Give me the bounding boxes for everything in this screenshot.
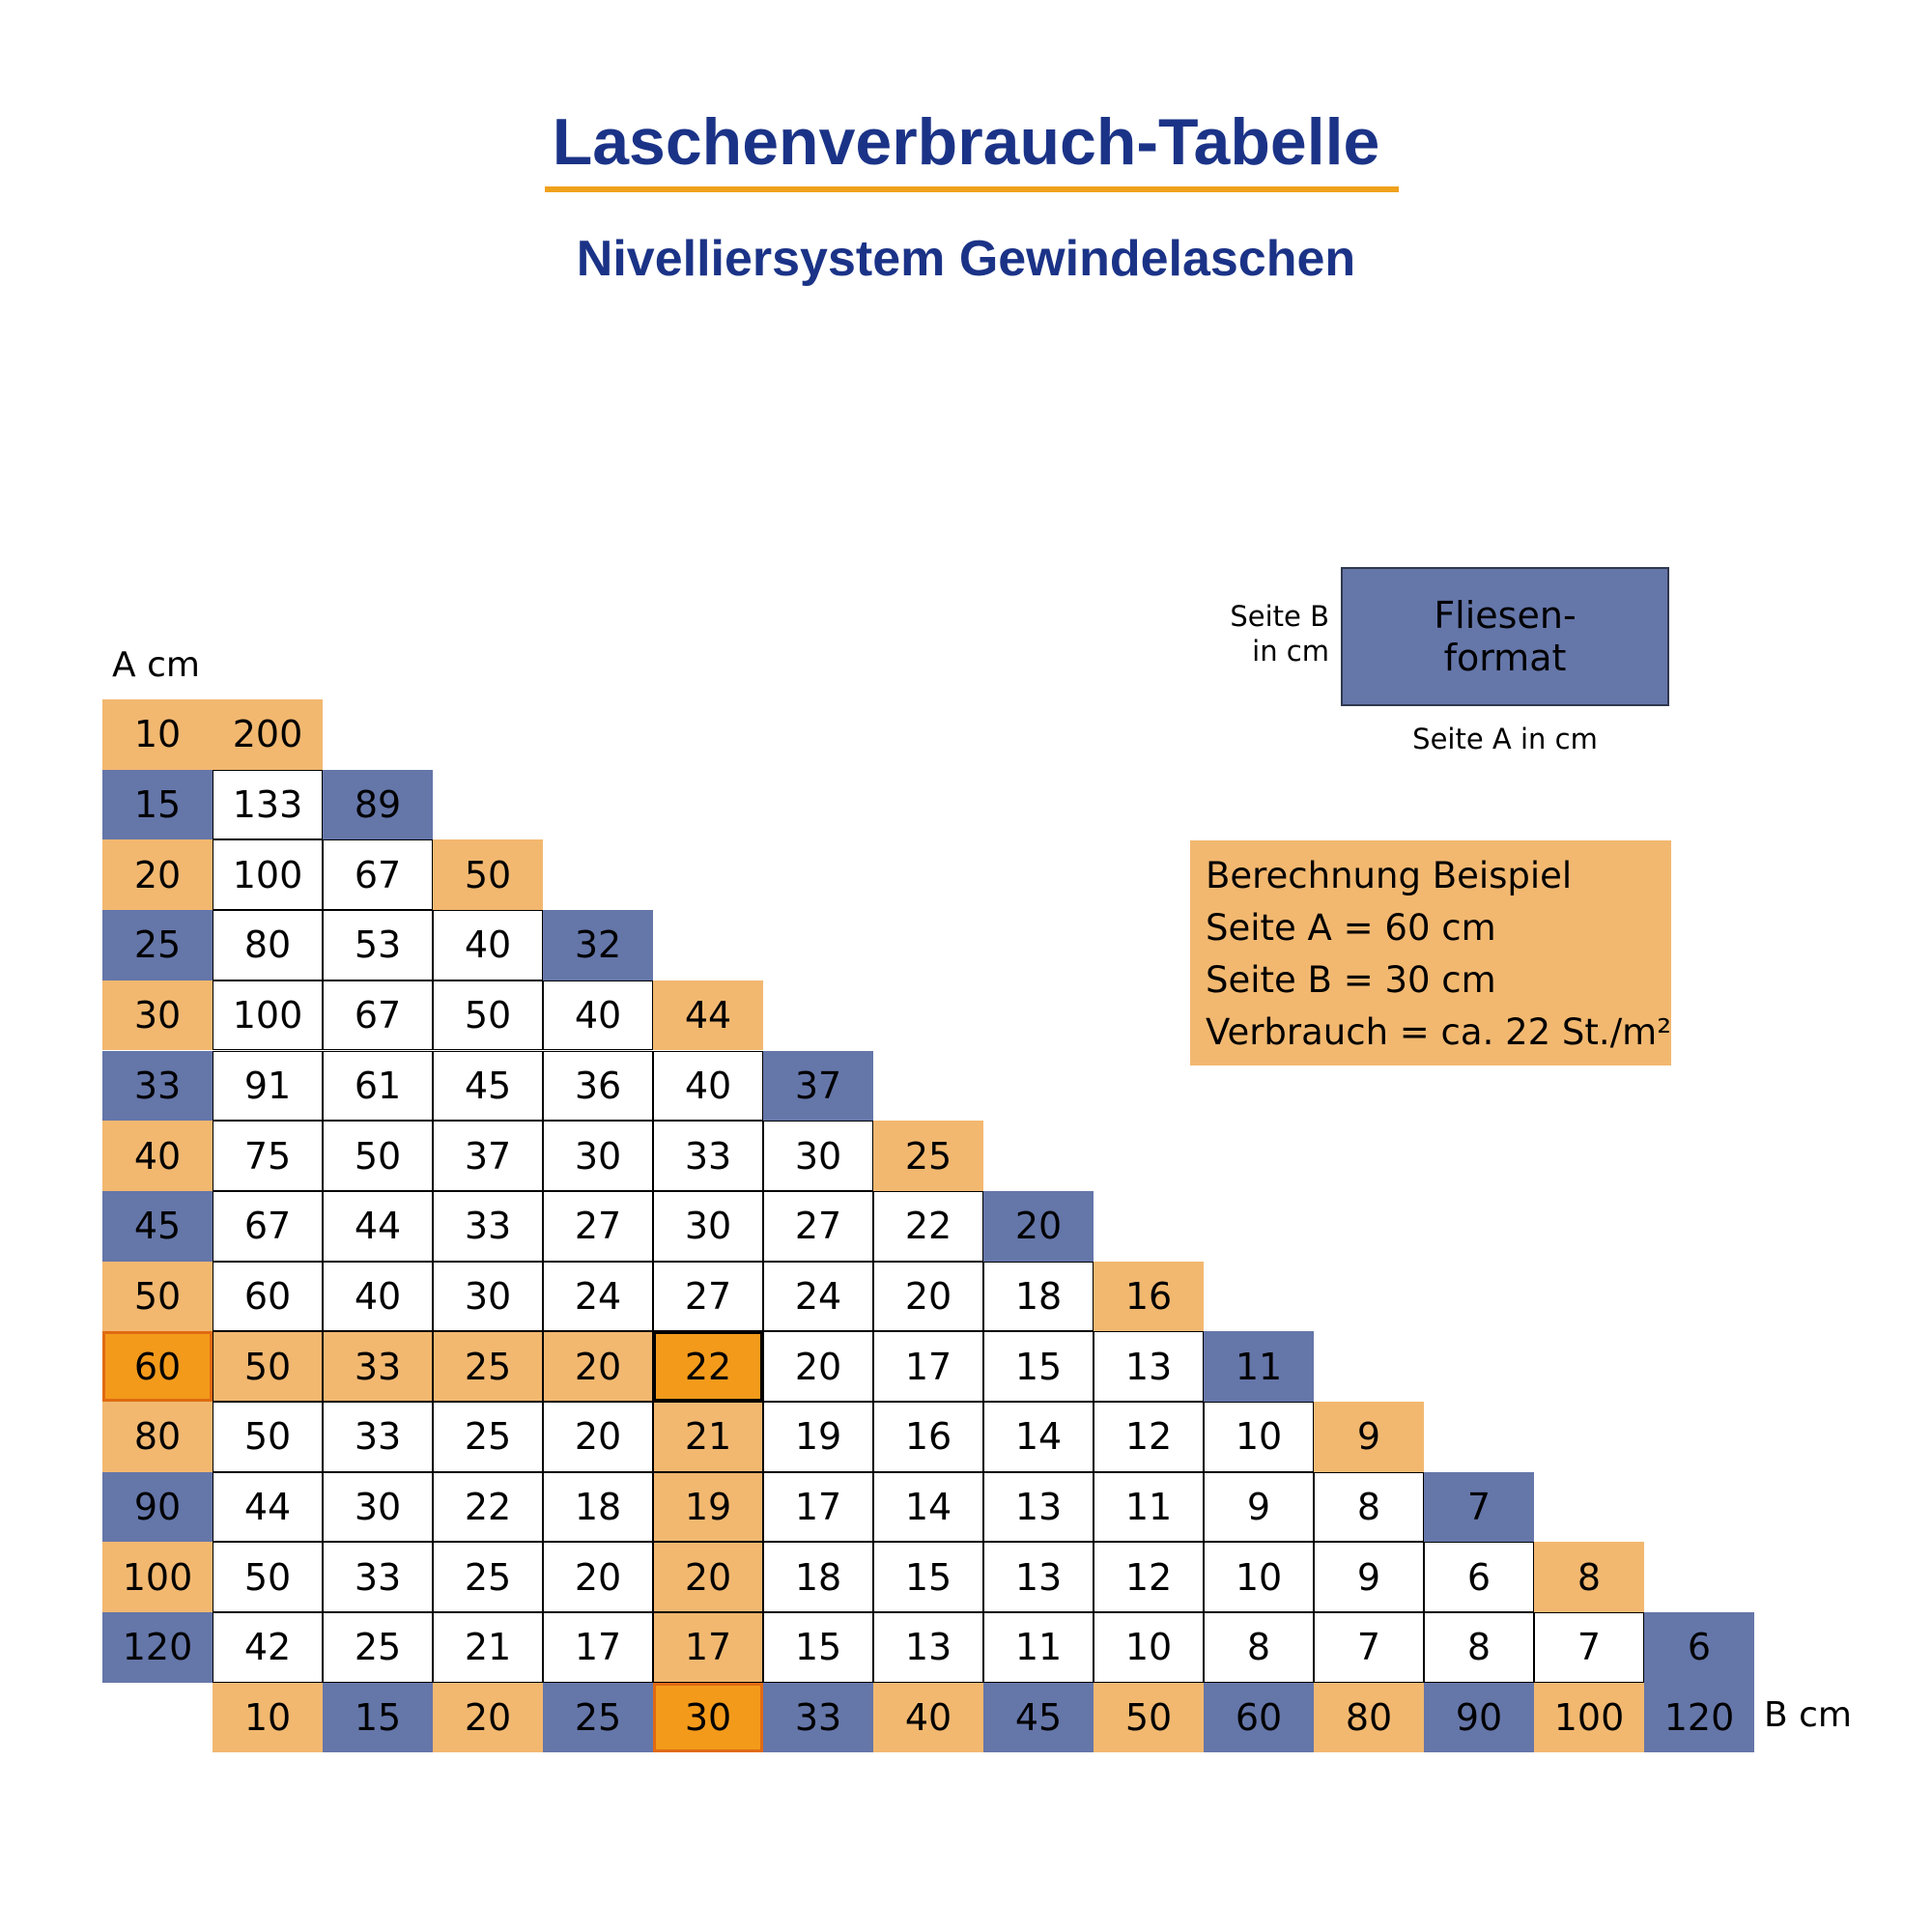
table-cell: 12 (1094, 1542, 1204, 1612)
legend-side-b-line2: in cm (1252, 635, 1329, 668)
table-cell: 27 (653, 1262, 763, 1332)
table-cell: 45 (433, 1051, 543, 1122)
page-subtitle: Nivelliersystem Gewindelaschen (576, 231, 1356, 287)
table-cell: 10 (1204, 1402, 1314, 1472)
table-cell: 30 (543, 1121, 653, 1191)
table-cell: 18 (983, 1262, 1094, 1332)
table-cell: 11 (983, 1612, 1094, 1683)
example-line-2: Seite A = 60 cm (1206, 907, 1496, 949)
diagonal-cell: 8 (1534, 1542, 1644, 1612)
col-header-b: 100 (1534, 1683, 1644, 1753)
calculation-example-box (1190, 840, 1671, 1065)
diagonal-cell: 37 (763, 1051, 873, 1122)
table-cell: 12 (1094, 1402, 1204, 1472)
table-cell: 30 (653, 1191, 763, 1262)
table-cell: 11 (1094, 1472, 1204, 1543)
table-cell: 15 (983, 1331, 1094, 1402)
row-header-a: 15 (102, 770, 213, 840)
table-cell: 33 (433, 1191, 543, 1262)
row-header-a: 33 (102, 1051, 213, 1122)
example-line-3: Seite B = 30 cm (1206, 959, 1496, 1001)
diagonal-cell: 7 (1424, 1472, 1534, 1543)
table-cell: 10 (1094, 1612, 1204, 1683)
table-cell: 17 (873, 1331, 983, 1402)
row-header-a: 10 (102, 699, 213, 770)
table-cell: 19 (653, 1472, 763, 1543)
col-header-b: 120 (1644, 1683, 1754, 1753)
col-header-b: 20 (433, 1683, 543, 1753)
axis-b-label: B cm (1764, 1695, 1853, 1735)
table-cell: 15 (763, 1612, 873, 1683)
table-cell: 22 (653, 1331, 763, 1402)
row-header-a: 90 (102, 1472, 213, 1543)
col-header-b: 33 (763, 1683, 873, 1753)
table-cell: 40 (653, 1051, 763, 1122)
col-header-b: 90 (1424, 1683, 1534, 1753)
table-cell: 22 (873, 1191, 983, 1262)
table-cell: 44 (323, 1191, 433, 1262)
table-cell: 33 (323, 1542, 433, 1612)
legend-box-line2: format (1443, 637, 1567, 679)
table-cell: 30 (433, 1262, 543, 1332)
table-cell: 20 (653, 1542, 763, 1612)
table-cell: 40 (323, 1262, 433, 1332)
diagonal-cell: 11 (1204, 1331, 1314, 1402)
col-header-b: 10 (213, 1683, 323, 1753)
table-cell: 44 (213, 1472, 323, 1543)
table-cell: 21 (653, 1402, 763, 1472)
table-cell: 19 (763, 1402, 873, 1472)
col-header-b: 30 (653, 1683, 763, 1753)
diagonal-cell: 6 (1644, 1612, 1754, 1683)
table-cell: 61 (323, 1051, 433, 1122)
table-cell: 8 (1314, 1472, 1424, 1543)
axis-a-label: A cm (112, 645, 200, 685)
table-cell: 50 (213, 1402, 323, 1472)
table-cell: 10 (1204, 1542, 1314, 1612)
table-cell: 15 (873, 1542, 983, 1612)
row-header-a: 30 (102, 980, 213, 1051)
table-cell: 18 (543, 1472, 653, 1543)
table-cell: 17 (653, 1612, 763, 1683)
example-line-1: Berechnung Beispiel (1206, 855, 1573, 896)
table-cell: 25 (433, 1542, 543, 1612)
diagonal-cell: 16 (1094, 1262, 1204, 1332)
table-cell: 20 (763, 1331, 873, 1402)
table-cell: 40 (543, 980, 653, 1051)
table-cell: 91 (213, 1051, 323, 1122)
table-cell: 24 (543, 1262, 653, 1332)
table-cell: 67 (213, 1191, 323, 1262)
legend-tile-format-box (1341, 567, 1669, 706)
table-cell: 42 (213, 1612, 323, 1683)
row-header-a: 40 (102, 1121, 213, 1191)
table-cell: 37 (433, 1121, 543, 1191)
table-cell: 33 (653, 1121, 763, 1191)
table-cell: 33 (323, 1402, 433, 1472)
example-line-4: Verbrauch = ca. 22 St./m² (1206, 1011, 1672, 1053)
table-cell: 7 (1534, 1612, 1644, 1683)
diagonal-cell: 9 (1314, 1402, 1424, 1472)
table-cell: 50 (213, 1331, 323, 1402)
table-cell: 20 (543, 1542, 653, 1612)
table-cell: 17 (763, 1472, 873, 1543)
table-cell: 13 (1094, 1331, 1204, 1402)
table-cell: 16 (873, 1402, 983, 1472)
diagonal-cell: 89 (323, 770, 433, 840)
table-cell: 27 (543, 1191, 653, 1262)
table-cell: 25 (323, 1612, 433, 1683)
table-cell: 33 (323, 1331, 433, 1402)
table-cell: 9 (1314, 1542, 1424, 1612)
row-header-a: 45 (102, 1191, 213, 1262)
row-header-a: 100 (102, 1542, 213, 1612)
table-cell: 14 (873, 1472, 983, 1543)
col-header-b: 25 (543, 1683, 653, 1753)
diagonal-cell: 50 (433, 839, 543, 910)
table-cell: 100 (213, 839, 323, 910)
table-cell: 18 (763, 1542, 873, 1612)
table-cell: 13 (873, 1612, 983, 1683)
table-cell: 30 (323, 1472, 433, 1543)
col-header-b: 80 (1314, 1683, 1424, 1753)
table-cell: 13 (983, 1542, 1094, 1612)
table-cell: 20 (873, 1262, 983, 1332)
table-cell: 25 (433, 1331, 543, 1402)
table-cell: 17 (543, 1612, 653, 1683)
page-title: Laschenverbrauch-Tabelle (552, 105, 1380, 179)
table-cell: 8 (1424, 1612, 1534, 1683)
table-cell: 100 (213, 980, 323, 1051)
row-header-a: 50 (102, 1262, 213, 1332)
legend-side-b-label (1225, 599, 1329, 668)
table-cell: 75 (213, 1121, 323, 1191)
table-cell: 13 (983, 1472, 1094, 1543)
table-cell: 24 (763, 1262, 873, 1332)
table-cell: 67 (323, 839, 433, 910)
row-header-a: 120 (102, 1612, 213, 1683)
diagonal-cell: 200 (213, 699, 323, 770)
title-underline (545, 186, 1399, 192)
col-header-b: 60 (1204, 1683, 1314, 1753)
legend-side-a-label: Seite A in cm (1412, 723, 1598, 755)
table-cell: 7 (1314, 1612, 1424, 1683)
legend-side-b-line1: Seite B (1230, 600, 1329, 633)
table-cell: 9 (1204, 1472, 1314, 1543)
table-cell: 80 (213, 910, 323, 980)
table-cell: 20 (543, 1402, 653, 1472)
table-cell: 50 (213, 1542, 323, 1612)
row-header-a: 60 (102, 1331, 213, 1402)
table-cell: 27 (763, 1191, 873, 1262)
table-cell: 36 (543, 1051, 653, 1122)
diagonal-cell: 44 (653, 980, 763, 1051)
col-header-b: 40 (873, 1683, 983, 1753)
table-cell: 30 (763, 1121, 873, 1191)
col-header-b: 15 (323, 1683, 433, 1753)
row-header-a: 25 (102, 910, 213, 980)
diagonal-cell: 20 (983, 1191, 1094, 1262)
table-cell: 67 (323, 980, 433, 1051)
table-cell: 133 (213, 770, 323, 840)
diagonal-cell: 32 (543, 910, 653, 980)
table-cell: 22 (433, 1472, 543, 1543)
table-cell: 60 (213, 1262, 323, 1332)
row-header-a: 80 (102, 1402, 213, 1472)
table-cell: 21 (433, 1612, 543, 1683)
col-header-b: 50 (1094, 1683, 1204, 1753)
table-cell: 25 (433, 1402, 543, 1472)
table-cell: 8 (1204, 1612, 1314, 1683)
row-header-a: 20 (102, 839, 213, 910)
table-cell: 50 (323, 1121, 433, 1191)
diagonal-cell: 25 (873, 1121, 983, 1191)
table-cell: 6 (1424, 1542, 1534, 1612)
table-cell: 14 (983, 1402, 1094, 1472)
table-cell: 20 (543, 1331, 653, 1402)
table-cell: 53 (323, 910, 433, 980)
legend-box-line1: Fliesen- (1434, 594, 1577, 637)
table-cell: 40 (433, 910, 543, 980)
table-cell: 50 (433, 980, 543, 1051)
col-header-b: 45 (983, 1683, 1094, 1753)
